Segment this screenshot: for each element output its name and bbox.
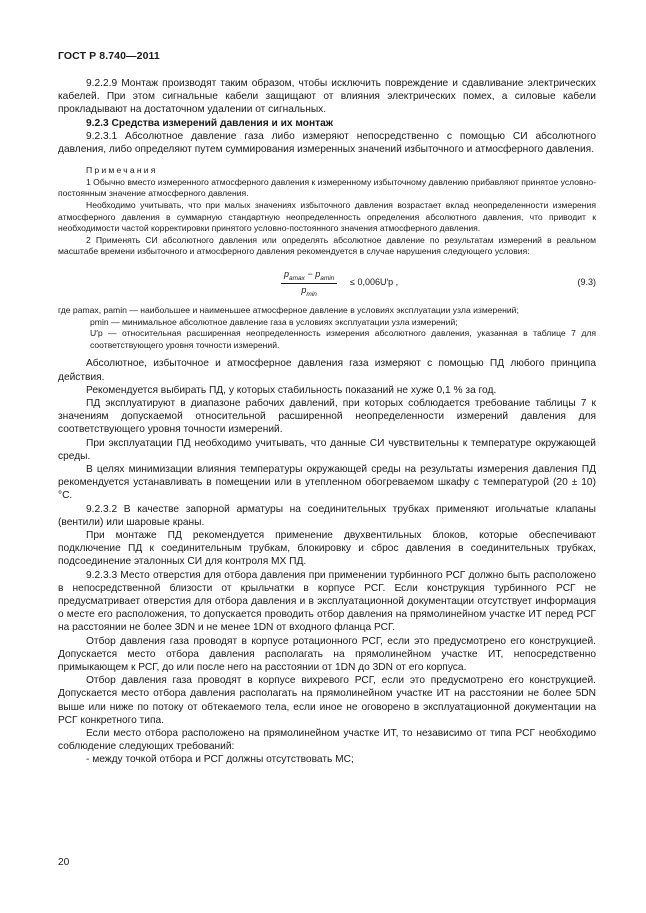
body-paragraph: ПД эксплуатируют в диапазоне рабочих давлений, при которых соблюдается требование таблицы 7 к значениям допускаемой относительной расширенной неопределенности измерений давления для соответствующего уровня точности измерений. — [58, 397, 596, 436]
document-body — [58, 77, 596, 767]
where-item-pa: где pamax, pamin — наибольшее и наименьшее атмосферное давление в условиях эксплуатации узла измерений; — [58, 304, 519, 315]
body-paragraph: Абсолютное, избыточное и атмосферное давления газа измеряют с помощью ПД любого принципа действия. — [58, 358, 596, 383]
body-paragraph: Отбор давления газа проводят в корпусе ротационного РСГ, если это предусмотрено его конструкцией. Допускается место отбора давления располагать на прямолинейном участке ИТ, непосредственно примыкающем к РСГ, до или после него на расстоянии от 1DN до 3DN от его корпуса. — [58, 635, 596, 674]
body-paragraph: Рекомендуется выбирать ПД, у которых стабильность показаний не хуже 0,1 % за год. — [86, 384, 497, 396]
formula-rhs: ≤ 0,006U′p , — [350, 276, 399, 287]
formula-9-3 — [58, 261, 596, 305]
note-item-2: 2 Применять СИ абсолютного давления или определять абсолютное давление по результатам измерений в реальном масштабе времени избыточного и атмосферного давления рекомендуется в случае нарушения следующего условия: — [58, 234, 596, 257]
section-heading-9-2-3: 9.2.3 Средства измерений давления и их монтаж — [86, 117, 333, 129]
formula-numerator: $p_{amax} - p_{amin}$ — [281, 269, 337, 284]
paragraph-9-2-3-1: 9.2.3.1 Абсолютное давление газа либо измеряют непосредственно с помощью СИ абсолютного давления, либо определяют путем суммирования измеренных значений избыточного и атмосферного давления. — [58, 130, 596, 156]
paragraph-9-2-3-3: 9.2.3.3 Место отверстия для отбора давления при применении турбинного РСГ должно быть расположено в непосредственной близости от крыльчатки в корпусе РСГ. Если конструкция турбинного РСГ не предусматривает отверстия для отбора давления и в эксплуатационной документации отсутствует информация о месте его расположения, то допускается проводить отбор давления на прямолинейном участке ИТ перед РСГ на расстоянии не более 3DN и не менее 1DN от входного фланца РСГ. — [58, 569, 596, 634]
formula-fraction — [281, 269, 337, 298]
note-heading: Примечания — [86, 165, 158, 176]
document-header: ГОСТ Р 8.740—2011 — [58, 50, 160, 62]
body-paragraph: При эксплуатации ПД необходимо учитывать, что данные СИ чувствительны к температуре окружающей среды. — [58, 437, 596, 462]
where-block — [58, 305, 596, 351]
body-paragraph: В целях минимизации влияния температуры окружающей среды на результаты измерения давления ПД рекомендуется устанавливать в помещении или в утепленном обогреваемом шкафу с температурой (20 ± 10) °С. — [58, 463, 596, 502]
where-item-up: U′p — относительная расширенная неопределенность измерения абсолютного давления, указанная в таблице 7 для соответствующего уровня точности измерений. — [90, 328, 596, 350]
paragraph-9-2-3-2: 9.2.3.2 В качестве запорной арматуры на соединительных трубках применяют игольчатые клапаны (вентили) или шаровые краны. — [58, 503, 596, 528]
body-paragraph: Отбор давления газа проводят в корпусе вихревого РСГ, если это предусмотрено его конструкцией. Допускается место отбора давления располагать на прямолинейном участке ИТ на расстоянии не более 5DN выше или ниже по потоку от обтекаемого тела, если иное не оговорено в эксплуатационной документации на РСГ конкретного типа. — [58, 675, 596, 726]
note-item-1-cont: Необходимо учитывать, что при малых значениях избыточного давления возрастает вклад неопределенности измерения атмосферного давления в суммарную стандартную неопределенность определения абсолютного давления, что приводит к необходимости частой корректировки принятого условно-постоянного значения атмосферного давления. — [58, 200, 596, 234]
body-paragraph: При монтаже ПД рекомендуется применение двухвентильных блоков, которые обеспечивают подключение ПД к соединительным трубкам, блокировку и сброс давления в соединительных трубках, подсоединение эталонных СИ для контроля МХ ПД. — [58, 529, 596, 568]
equation-number: (9.3) — [577, 276, 596, 287]
page-number: 20 — [58, 857, 70, 868]
body-paragraph: Если место отбора расположено на прямолинейном участке ИТ, то независимо от типа РСГ необходимо соблюдение следующих требований: — [58, 728, 596, 753]
formula-denominator: $p_{min}$ — [301, 284, 317, 298]
list-item: - между точкой отбора и РСГ должны отсутствовать МС; — [86, 754, 354, 766]
paragraph-9-2-2-9: 9.2.2.9 Монтаж производят таким образом, чтобы исключить повреждение и сдавливание электрических кабелей. При этом сигнальные кабели защищают от влияния электрических помех, а силовые кабели прокладывают на достаточном удалении от сигнальных. — [58, 78, 596, 116]
note-item-1: 1 Обычно вместо измеренного атмосферного давления к измеренному избыточному давлению прибавляют принятое условно-постоянным значение атмосферного давления. — [58, 176, 596, 199]
where-item-pmin: pmin — минимальное абсолютное давление газа в условиях эксплуатации узла измерений; — [90, 316, 458, 327]
